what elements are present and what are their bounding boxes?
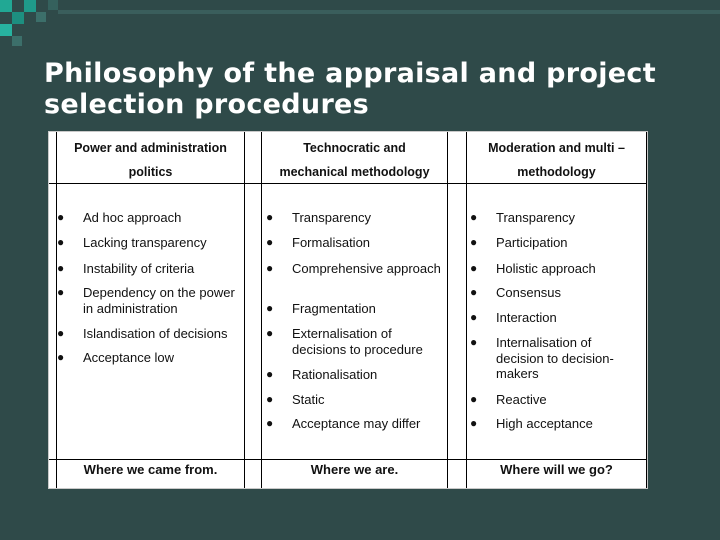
header-line: Moderation and multi – [488, 141, 625, 155]
list-item-text: Fragmentation [292, 301, 376, 316]
table-border [646, 132, 647, 488]
slide-title-line-2: selection procedures [44, 89, 370, 120]
list-item-text: Comprehensive approach [292, 261, 441, 276]
bullet-icon: ● [266, 416, 274, 430]
header-line: methodology [517, 165, 596, 179]
column-header-technocratic [262, 136, 447, 184]
bullet-icon: ● [470, 335, 478, 349]
comparison-table [48, 131, 648, 489]
slide-title-line-1: Philosophy of the appraisal and project [44, 58, 656, 89]
list-item-text: Instability of criteria [83, 261, 195, 276]
list-item-text: Consensus [496, 285, 562, 300]
header-line: mechanical methodology [279, 165, 430, 179]
decor-square [0, 24, 12, 36]
list-item-text: Reactive [496, 392, 547, 407]
list-item-text: Participation [496, 235, 568, 250]
bullet-icon: ● [470, 310, 478, 324]
list-item-text: Rationalisation [292, 367, 378, 382]
decor-square [48, 0, 58, 10]
decorative-squares [0, 0, 720, 46]
table-border [261, 132, 262, 488]
bullet-icon: ● [470, 285, 478, 299]
list-item-text: Lacking transparency [83, 235, 207, 250]
list-item-text: Ad hoc approach [83, 210, 182, 225]
bullet-icon: ● [266, 367, 274, 381]
bullet-icon: ● [470, 210, 478, 224]
list-item-text: Static [292, 392, 325, 407]
bullet-icon: ● [57, 326, 65, 340]
bullet-icon: ● [266, 210, 274, 224]
table-border [466, 132, 467, 488]
table-border [56, 132, 57, 488]
bullet-icon: ● [57, 210, 65, 224]
list-item-text: Dependency on the power in administration [83, 285, 235, 316]
list-item-text: Acceptance may differ [292, 416, 421, 431]
header-line: politics [128, 165, 173, 179]
table-border [244, 132, 245, 488]
header-line: Technocratic and [303, 141, 406, 155]
bullet-icon: ● [266, 326, 274, 340]
bullet-icon: ● [266, 235, 274, 249]
column-footer-technocratic: Where we are. [310, 462, 399, 477]
bullet-icon: ● [470, 416, 478, 430]
decor-square [24, 0, 36, 12]
list-item-text: Holistic approach [496, 261, 596, 276]
table-border [447, 132, 448, 488]
decor-square [36, 12, 46, 22]
bullet-icon: ● [470, 392, 478, 406]
list-item-text: Transparency [496, 210, 575, 225]
bullet-icon: ● [57, 261, 65, 275]
bullet-icon: ● [266, 392, 274, 406]
header-line: Power and administration [74, 141, 227, 155]
decor-square [12, 12, 24, 24]
decor-bar [58, 10, 720, 14]
list-item-text: High acceptance [496, 416, 593, 431]
decor-square [0, 0, 12, 12]
slide-title [44, 58, 704, 120]
list-item-text: Transparency [292, 210, 371, 225]
column-footer-moderation: Where will we go? [500, 462, 613, 477]
bullet-icon: ● [470, 261, 478, 275]
column-footer-power: Where we came from. [83, 462, 218, 477]
list-item-text: Islandisation of decisions [83, 326, 228, 341]
column-header-power [57, 136, 244, 184]
list-item-text: Externalisation of decisions to procedure [292, 326, 423, 357]
bullet-icon: ● [266, 301, 274, 315]
column-header-moderation [467, 136, 646, 184]
list-item-text: Interaction [496, 310, 557, 325]
list-item-text: Formalisation [292, 235, 371, 250]
decor-square [12, 36, 22, 46]
bullet-icon: ● [470, 235, 478, 249]
list-item-text: Acceptance low [83, 350, 175, 365]
bullet-icon: ● [57, 350, 65, 364]
bullet-icon: ● [266, 261, 274, 275]
list-item-text: Internalisation of decision to decision-makers [496, 335, 614, 381]
bullet-icon: ● [57, 235, 65, 249]
table-border [49, 459, 647, 460]
bullet-icon: ● [57, 285, 65, 299]
